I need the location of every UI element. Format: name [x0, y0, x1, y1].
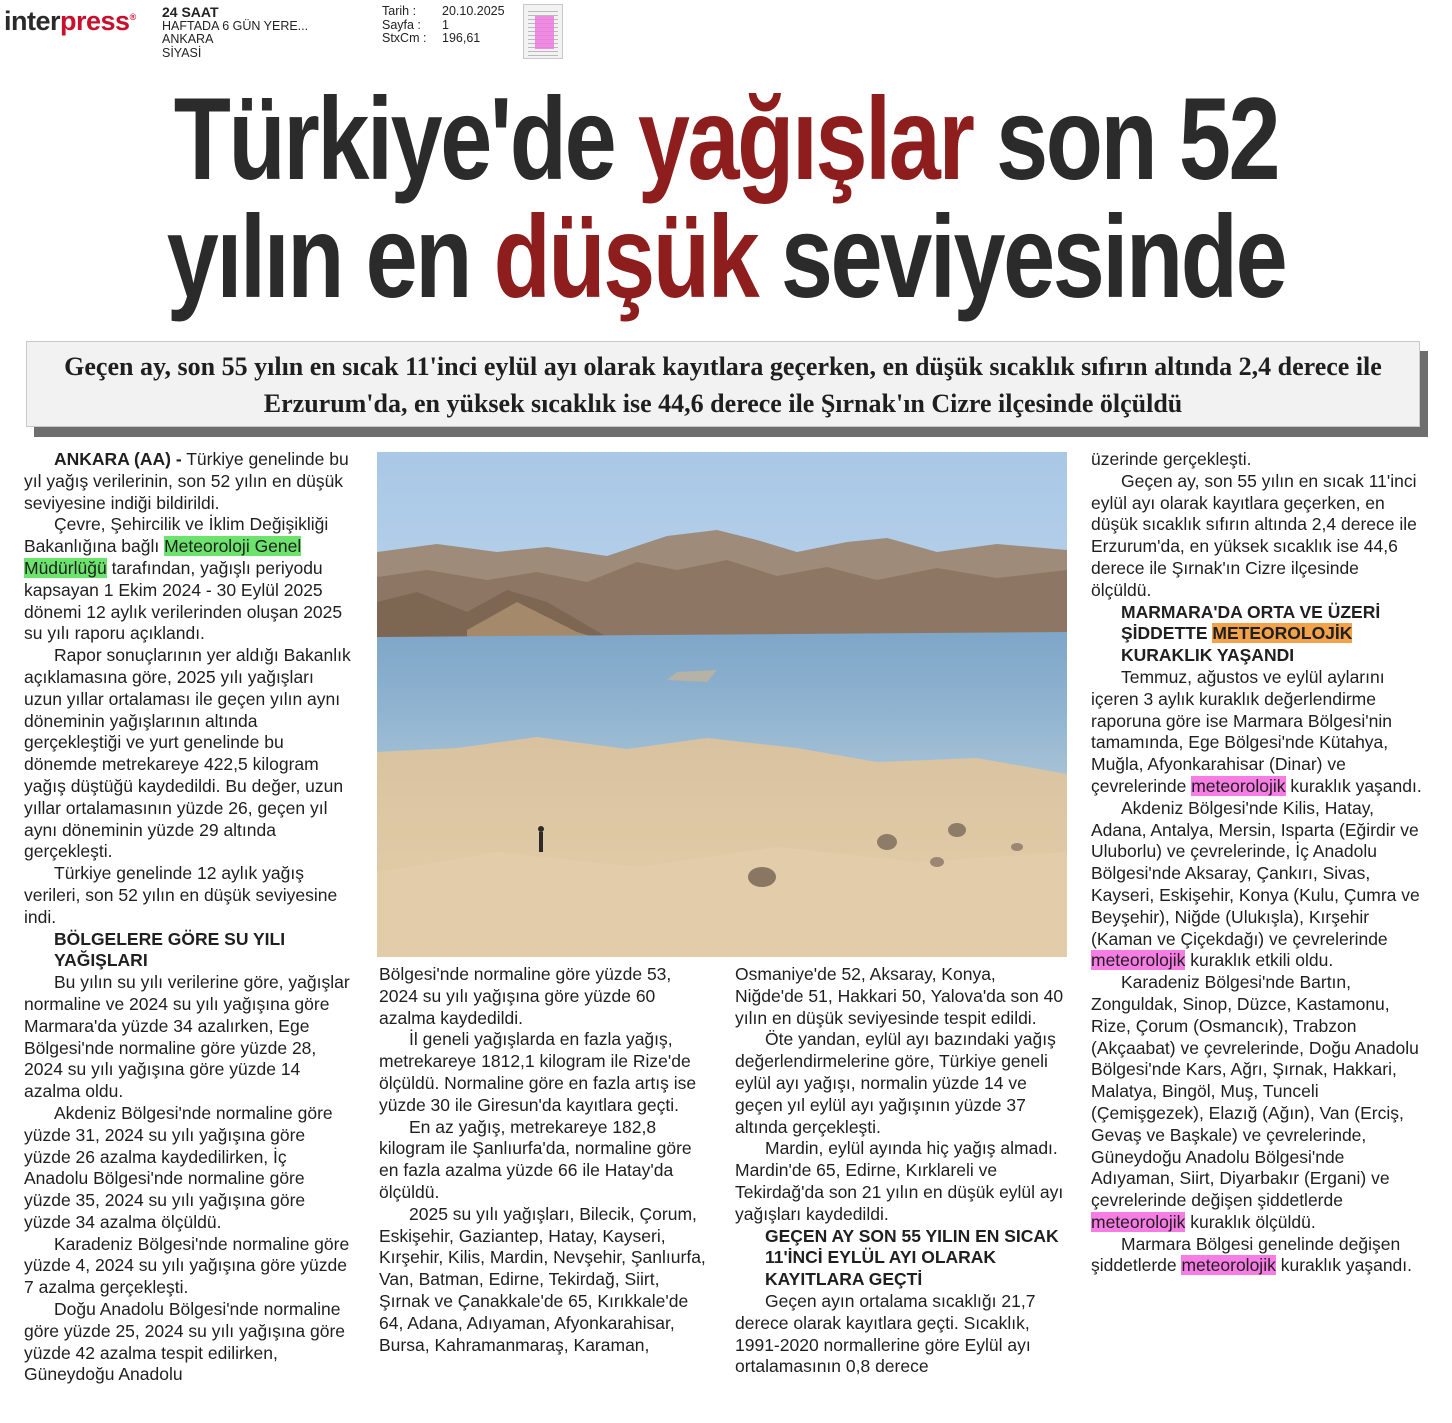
publication-name: 24 SAAT	[162, 4, 219, 20]
paragraph: Rapor sonuçlarının yer aldığı Bakanlık açıklamasına göre, 2025 yılı yağışları uzun yıllar ortalaması ile geçen yılın aynı döneminin yağışlarının altında gerçekleştiği ve yurt genelinde bu dönemde metrekareye 422,5 kilogram yağış düştüğü kaydedildi. Bu değer, uzun yıllar ortalamasının yüzde 26, geçen yıl aynı döneminin yüzde 29 altında gerçekleşti.	[24, 645, 351, 862]
paragraph: Bu yılın su yılı verilerine göre, yağışlar normaline ve 2024 su yılı yağışına göre Marmara'da yüzde 34 azalırken, Ege Bölgesi'nde normaline göre yüzde 28, 2024 su yılı yağışına göre yüzde 14 azalma oldu.	[24, 972, 350, 1102]
paragraph: Öte yandan, eylül ayı bazındaki yağış değerlendirmelerine göre, Türkiye geneli eylül ayı yağışı, normalin yüzde 14 ve geçen yıl eylül ayı yağışının yüzde 37 altında gerçekleşti.	[735, 1029, 1056, 1137]
paragraph: Marmara Bölgesi genelinde değişen şiddetlerde meteorolojik kuraklık yaşandı.	[1091, 1233, 1413, 1276]
paragraph: ANKARA (AA) - Türkiye genelinde bu yıl yağış verilerinin, son 52 yılın en düşük seviyesine indiği bildirildi.	[24, 449, 349, 513]
paragraph: Temmuz, ağustos ve eylül aylarını içeren 3 aylık kuraklık değerlendirme raporuna göre ise Marmara Bölgesi'nin tamamında, Ege Bölgesi'nde Kütahya, Muğla, Afyonkarahisar (Dinar) ve çevrelerinde meteorolojik kuraklık yaşandı.	[1091, 666, 1422, 796]
highlight-mudurlugu: Müdürlüğü	[24, 557, 107, 578]
clipping-meta	[382, 5, 505, 46]
publication-frequency: HAFTADA 6 GÜN YERE...	[162, 18, 309, 33]
highlight-meteoroloji: Meteoroloji Genel	[164, 536, 302, 557]
highlight-meteorolojik: meteorolojik	[1091, 950, 1186, 971]
subheading: BÖLGELERE GÖRE SU YILI YAĞIŞLARI	[54, 928, 286, 971]
paragraph: Osmaniye'de 52, Aksaray, Konya, Niğde'de 51, Hakkari 50, Yalova'da son 40 yılın en düşük seviyesinde tespit edildi.	[735, 964, 1064, 1028]
paragraph: Geçen ay, son 55 yılın en sıcak 11'inci eylül ayı olarak kayıtlara geçerken, en düşük sıcaklık sıfırın altında 2,4 derece ile Erzurum'da, en yüksek sıcaklık ise 44,6 derece ile Şırnak'ın Cizre ilçesinde ölçüldü.	[1091, 470, 1417, 600]
paragraph: 2025 su yılı yağışları, Bilecik, Çorum, Eskişehir, Gaziantep, Hatay, Kayseri, Kırşehir, Kilis, Mardin, Nevşehir, Şanlıurfa, Van, Batman, Edirne, Tekirdağ, Siirt, Şırnak ve Çanakkale'de 65, Kırıkkale'de 64, Adana, Adıyaman, Afyonkarahisar, Bursa, Kahramanmaraş, Karaman,	[379, 1203, 706, 1355]
highlight-meteorolojik: meteorolojik	[1191, 775, 1286, 796]
paragraph: Mardin, eylül ayında hiç yağış almadı. Mardin'de 65, Edirne, Kırklareli ve Tekirdağ'da son 21 yılın en düşük eylül ayı yağışları kaydedildi.	[735, 1138, 1064, 1224]
article-column-1	[24, 449, 354, 1386]
dateline: ANKARA (AA) -	[54, 449, 182, 469]
paragraph: Doğu Anadolu Bölgesi'nde normaline göre yüzde 25, 2024 su yılı yağışına göre yüzde 42 azalma tespit edilirken, Güneydoğu Anadolu	[24, 1299, 346, 1385]
article-column-4	[1091, 449, 1423, 1277]
headline-line-1: Türkiye'de yağışlar son 52	[173, 73, 1279, 204]
highlight-meteorolojik: meteorolojik	[1181, 1255, 1276, 1276]
publication-city: ANKARA	[162, 32, 214, 46]
page-thumbnail[interactable]	[523, 4, 563, 59]
spot-summary: Geçen ay, son 55 yılın en sıcak 11'inci eylül ayı olarak kayıtlara geçerken, en düşük sıcaklık sıfırın altında 2,4 derece ile Erzurum'da, en yüksek sıcaklık ise 44,6 derece ile Şırnak'ın Cizre ilçesinde ölçüldü	[26, 341, 1420, 427]
paragraph: En az yağış, metrekareye 182,8 kilogram ile Şanlıurfa'da, normaline göre en fazla azalma yüzde 66 ile Hatay'da ölçüldü.	[379, 1116, 692, 1202]
article-column-3	[735, 964, 1068, 1378]
paragraph: Bölgesi'nde normaline göre yüzde 53, 2024 su yılı yağışına göre yüzde 60 azalma kaydedildi.	[379, 964, 672, 1028]
article-column-2	[379, 964, 713, 1356]
subheading: GEÇEN AY SON 55 YILIN EN SICAK 11'İNCİ EYLÜL AYI OLARAK KAYITLARA GEÇTİ	[765, 1225, 1059, 1290]
paragraph: Akdeniz Bölgesi'nde Kilis, Hatay, Adana, Antalya, Mersin, Isparta (Eğirdir ve Uluborlu) ve çevrelerinde, İç Anadolu Bölgesi'nde Aksaray, Çankırı, Sivas, Kayseri, Eskişehir, Konya (Kulu, Çumra ve Beyşehir), Niğde (Ulukışla), Kırşehir (Kaman ve Çiçekdağı) ve çevrelerinde meteorolojik kuraklık etkili oldu.	[1091, 797, 1420, 971]
interpress-logo: interpress®	[4, 6, 136, 36]
highlight-meteorolojik: meteorolojik	[1091, 1211, 1186, 1232]
paragraph: Akdeniz Bölgesi'nde normaline göre yüzde 31, 2024 su yılı yağışına göre yüzde 26 azalma kaydedilirken, İç Anadolu Bölgesi'nde normaline göre yüzde 35, 2024 su yılı yağışına göre yüzde 34 azalma ölçüldü.	[24, 1102, 333, 1232]
meta-row-stxcm: StxCm : 196,61	[382, 31, 481, 45]
paragraph: İl geneli yağışlarda en fazla yağış, metrekareye 1812,1 kilogram ile Rize'de ölçüldü. Normaline göre en fazla artış ise yüzde 30 ile Giresun'da kayıtlara geçti.	[379, 1029, 697, 1115]
paragraph: Türkiye genelinde 12 aylık yağış verileri, son 52 yılın en düşük seviyesine indi.	[24, 863, 338, 927]
lake-drought-photo	[377, 452, 1067, 957]
publication-category: SİYASİ	[162, 45, 202, 60]
article-position-marker	[535, 16, 554, 49]
headline	[22, 73, 1430, 322]
paragraph: Karadeniz Bölgesi'nde Bartın, Zonguldak, Sinop, Düzce, Kastamonu, Rize, Çorum (Osmancık), Trabzon (Akçaabat) ve çevrelerinde, Doğu Anadolu Bölgesi'nde Kars, Ağrı, Şırnak, Hakkari, Malatya, Bingöl, Muş, Tunceli (Çemişgezek), Elazığ (Ağın), Van (Erciş, Gevaş ve Başkale) ve çevrelerinde, Güneydoğu Anadolu Bölgesi'nde Adıyaman, Siirt, Diyarbakır (Ergani) ve çevrelerinde değişen şiddetlerde meteorolojik kuraklık ölçüldü.	[1091, 972, 1419, 1232]
subheading: MARMARA'DA ORTA VE ÜZERİ ŞİDDETTE METEOROLOJİK KURAKLIK YAŞANDI	[1121, 601, 1381, 666]
paragraph: Karadeniz Bölgesi'nde normaline göre yüzde 4, 2024 su yılı yağışına göre yüzde 7 azalma gerçekleşti.	[24, 1233, 350, 1298]
paragraph: Çevre, Şehircilik ve İklim Değişikliği Bakanlığına bağlı Meteoroloji Genel Müdürlüğü tarafından, yağışlı periyodu kapsayan 1 Ekim 2024 - 30 Eylül 2025 dönemi 12 aylık verilerinden oluşan 2025 su yılı raporu açıklandı.	[24, 514, 343, 644]
headline-line-2: yılın en düşük seviyesinde	[166, 191, 1286, 322]
paragraph: üzerinde gerçekleşti.	[1091, 449, 1252, 469]
publication-info	[162, 6, 308, 60]
meta-row-page: Sayfa : 1	[382, 17, 449, 32]
paragraph: Geçen ayın ortalama sıcaklığı 21,7 derece olarak kayıtlara geçti. Sıcaklık, 1991-2020 normallerine göre Eylül ayı ortalamasının 0,8 derece	[735, 1290, 1036, 1377]
meta-row-date: Tarih : 20.10.2025	[382, 4, 505, 18]
highlight-meteorolojik: METEOROLOJİK	[1212, 623, 1353, 644]
